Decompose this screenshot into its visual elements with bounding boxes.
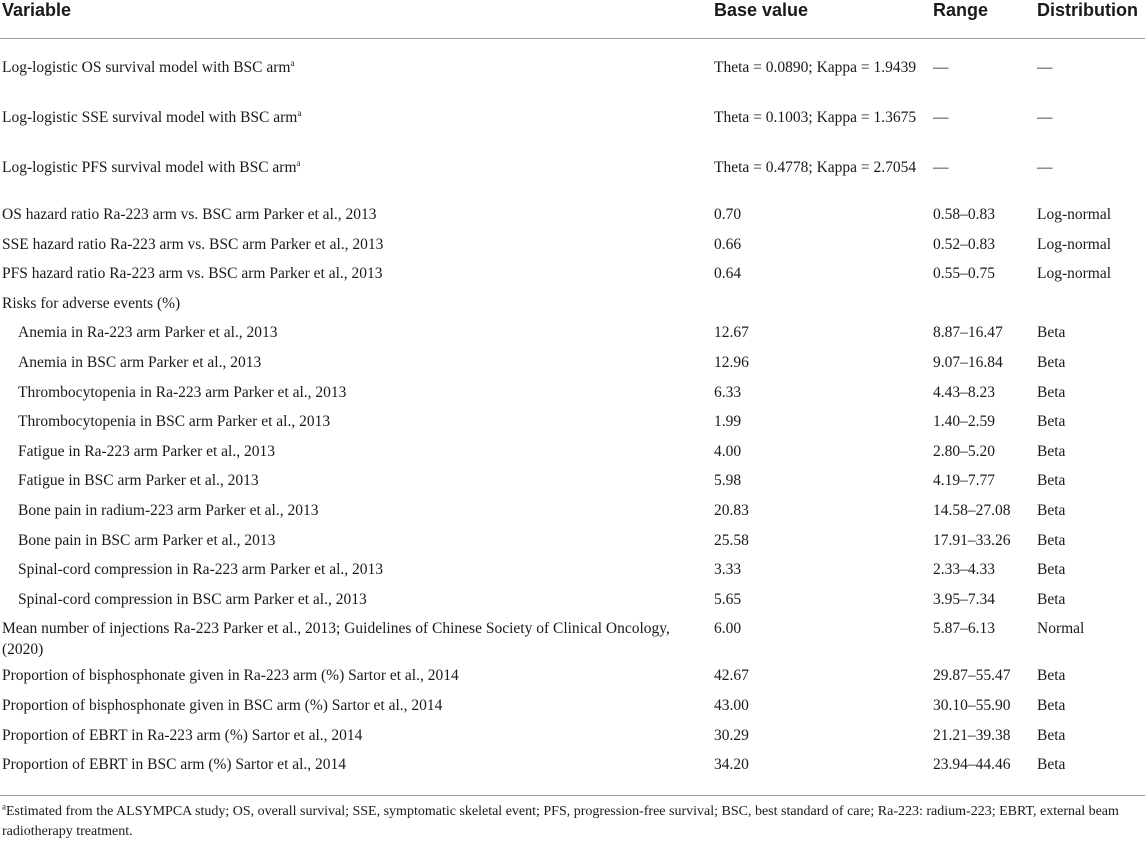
cell-distribution-text: Beta [1037,442,1066,460]
cell-range-text: — [933,159,949,176]
cell-distribution [1035,200,1145,230]
cell-variable-text: Spinal-cord compression in Ra-223 arm Parker et al., 2013 [18,561,384,579]
cell-variable [0,407,712,437]
cell-variable-text: Bone pain in radium-223 arm Parker et al., 2013 [18,501,319,519]
cell-variable-text: Proportion of bisphosphonate given in Ra-223 arm (%) Sartor et al., 2014 [2,667,459,685]
cell-variable [0,496,712,526]
cell-distribution [1035,230,1145,260]
cell-distribution [1035,661,1145,691]
cell-base-value-text: 3.33 [714,561,742,579]
cell-variable [0,150,712,200]
table-row [0,721,1145,751]
cell-range-text: 14.58–27.08 [933,501,1011,519]
table-row [0,289,1145,319]
cell-base-value [712,150,931,200]
cell-distribution-text: Beta [1037,324,1066,342]
cell-variable-text: Log-logistic OS survival model with BSC arm [2,59,291,76]
cell-base-value-text: 20.83 [714,501,749,519]
cell-range-text: — [933,59,949,76]
cell-distribution-text: Beta [1037,472,1066,490]
cell-variable [0,39,712,101]
cell-distribution-text: Beta [1037,756,1066,774]
cell-base-value [712,661,931,691]
cell-base-value [712,289,931,319]
cell-range [931,614,1035,661]
cell-distribution-text: — [1037,59,1053,76]
table-row [0,407,1145,437]
cell-base-value [712,348,931,378]
table-row [0,614,1145,661]
cell-variable [0,721,712,751]
cell-base-value-text: 42.67 [714,667,749,685]
cell-range [931,585,1035,615]
cell-base-value [712,39,931,101]
table-row [0,585,1145,615]
cell-range [931,750,1035,788]
cell-distribution-text: Beta [1037,696,1066,714]
table-row [0,526,1145,556]
cell-range-text: 1.40–2.59 [933,413,995,431]
footnote-rule [0,795,1145,796]
cell-base-value-text: 4.00 [714,442,742,460]
cell-base-value-text: 34.20 [714,756,749,774]
table-row [0,496,1145,526]
cell-base-value [712,526,931,556]
cell-variable [0,691,712,721]
cell-base-value [712,585,931,615]
cell-range-text: 3.95–7.34 [933,590,995,608]
cell-variable [0,555,712,585]
cell-range [931,526,1035,556]
cell-distribution [1035,150,1145,200]
table-footnote [2,802,1142,842]
cell-base-value [712,230,931,260]
cell-distribution-text: Beta [1037,590,1066,608]
cell-range [931,200,1035,230]
cell-distribution [1035,526,1145,556]
cell-base-value [712,555,931,585]
cell-base-value-text: 0.70 [714,206,742,223]
cell-base-value-text: 6.00 [714,620,742,638]
cell-distribution-text: Log-normal [1037,235,1112,253]
cell-distribution [1035,555,1145,585]
cell-base-value [712,200,931,230]
cell-base-value [712,437,931,467]
cell-distribution [1035,614,1145,661]
cell-base-value [712,100,931,150]
table-row [0,318,1145,348]
footnote-marker: a [296,157,301,168]
header-variable: Variable [0,0,712,39]
table-row [0,200,1145,230]
table-row [0,691,1145,721]
cell-variable-text: Fatigue in Ra-223 arm Parker et al., 2013 [18,442,275,460]
cell-variable-text: PFS hazard ratio Ra-223 arm vs. BSC arm Parker et al., 2013 [2,265,383,283]
cell-range-text: 5.87–6.13 [933,620,995,638]
cell-range [931,100,1035,150]
cell-base-value-text: 6.33 [714,383,742,401]
cell-distribution-text: Log-normal [1037,206,1112,223]
cell-range-text: 17.91–33.26 [933,531,1011,549]
cell-distribution-text: Log-normal [1037,265,1112,283]
cell-range-text: 23.94–44.46 [933,756,1011,774]
table-row [0,348,1145,378]
cell-variable [0,100,712,150]
cell-range-text: 29.87–55.47 [933,667,1011,685]
cell-variable-text: Thrombocytopenia in BSC arm Parker et al., 2013 [18,413,331,431]
cell-base-value [712,750,931,788]
table-row [0,259,1145,289]
table-row [0,437,1145,467]
cell-variable [0,614,712,661]
cell-range-text: 2.33–4.33 [933,561,995,579]
cell-range-text: 2.80–5.20 [933,442,995,460]
cell-range [931,691,1035,721]
cell-distribution [1035,721,1145,751]
cell-range [931,466,1035,496]
table-row [0,661,1145,691]
table-row [0,150,1145,200]
cell-distribution [1035,691,1145,721]
table-header-row [0,0,1145,39]
cell-range [931,318,1035,348]
cell-distribution-text: Beta [1037,667,1066,685]
cell-range-text: 0.52–0.83 [933,235,995,253]
cell-variable-text: Mean number of injections Ra-223 Parker et al., 2013; Guidelines of Chinese Society of Clinical Oncology, (2020) [2,620,670,659]
cell-range [931,496,1035,526]
cell-variable-text: Proportion of bisphosphonate given in BSC arm (%) Sartor et al., 2014 [2,696,443,714]
cell-variable-text: Thrombocytopenia in Ra-223 arm Parker et al., 2013 [18,383,347,401]
footnote-marker: a [290,57,295,68]
cell-distribution-text: — [1037,109,1053,126]
cell-variable-text: Bone pain in BSC arm Parker et al., 2013 [18,531,276,549]
cell-base-value [712,259,931,289]
cell-range [931,150,1035,200]
cell-base-value-text: 12.67 [714,324,749,342]
table-row [0,100,1145,150]
cell-distribution [1035,259,1145,289]
cell-variable [0,750,712,788]
cell-variable [0,318,712,348]
table-row [0,230,1145,260]
cell-variable-text: Proportion of EBRT in Ra-223 arm (%) Sartor et al., 2014 [2,726,363,744]
cell-distribution-text: Normal [1037,620,1085,638]
cell-range [931,378,1035,408]
cell-distribution [1035,585,1145,615]
table-body [0,39,1145,788]
cell-distribution-text: Beta [1037,561,1066,579]
header-base-value: Base value [712,0,931,39]
cell-range [931,259,1035,289]
cell-base-value [712,496,931,526]
cell-base-value-text: 25.58 [714,531,749,549]
cell-range-text: 0.55–0.75 [933,265,995,283]
table-row [0,39,1145,101]
cell-distribution-text: Beta [1037,531,1066,549]
cell-distribution [1035,407,1145,437]
cell-variable [0,661,712,691]
table-row [0,555,1145,585]
cell-distribution [1035,496,1145,526]
cell-base-value-text: 43.00 [714,696,749,714]
cell-distribution-text: — [1037,159,1053,176]
cell-range-text: 30.10–55.90 [933,696,1011,714]
cell-range-text: 9.07–16.84 [933,353,1003,371]
cell-base-value-text: Theta = 0.1003; Kappa = 1.3675 [714,109,917,126]
cell-variable-text: Log-logistic SSE survival model with BSC arm [2,109,298,126]
cell-distribution [1035,318,1145,348]
footnote-marker: a [2,801,6,812]
cell-base-value [712,614,931,661]
cell-variable [0,585,712,615]
cell-range-text: 0.58–0.83 [933,206,995,223]
cell-variable [0,466,712,496]
cell-distribution [1035,289,1145,319]
cell-base-value [712,721,931,751]
cell-variable-text: OS hazard ratio Ra-223 arm vs. BSC arm Parker et al., 2013 [2,206,377,223]
cell-range-text: — [933,109,949,126]
cell-distribution [1035,378,1145,408]
cell-range-text: 4.43–8.23 [933,383,995,401]
cell-variable [0,437,712,467]
header-distribution: Distribution [1035,0,1145,39]
cell-distribution-text: Beta [1037,353,1066,371]
cell-variable-text: Anemia in BSC arm Parker et al., 2013 [18,353,262,371]
cell-base-value [712,407,931,437]
cell-range-text: 4.19–7.77 [933,472,995,490]
cell-distribution [1035,750,1145,788]
cell-variable-text: Anemia in Ra-223 arm Parker et al., 2013 [18,324,278,342]
footnote-text: Estimated from the ALSYMPCA study; OS, overall survival; SSE, symptomatic skeletal event; PFS, progression-free survival; BSC, best standard of care; Ra-223: radium-223; EBRT, external beam radiotherapy treatment. [2,804,1119,839]
cell-variable [0,259,712,289]
cell-base-value-text: 0.66 [714,235,742,253]
cell-range [931,721,1035,751]
cell-base-value-text: 5.98 [714,472,742,490]
cell-distribution-text: Beta [1037,383,1066,401]
cell-base-value-text: 12.96 [714,353,749,371]
cell-range [931,661,1035,691]
cell-base-value-text: Theta = 0.4778; Kappa = 2.7054 [714,159,917,176]
cell-variable [0,230,712,260]
cell-base-value [712,378,931,408]
cell-distribution-text: Beta [1037,413,1066,431]
cell-variable [0,200,712,230]
table-row [0,378,1145,408]
cell-distribution-text: Beta [1037,726,1066,744]
cell-range [931,407,1035,437]
header-range: Range [931,0,1035,39]
cell-base-value-text: Theta = 0.0890; Kappa = 1.9439 [714,59,917,76]
cell-distribution [1035,100,1145,150]
cell-base-value [712,691,931,721]
cell-range-text: 21.21–39.38 [933,726,1011,744]
cell-distribution-text: Beta [1037,501,1066,519]
cell-distribution [1035,437,1145,467]
cell-range [931,230,1035,260]
table-row [0,750,1145,788]
cell-distribution [1035,348,1145,378]
cell-variable-text: Fatigue in BSC arm Parker et al., 2013 [18,472,259,490]
cell-base-value [712,318,931,348]
cell-variable-text: Log-logistic PFS survival model with BSC arm [2,159,297,176]
cell-range [931,348,1035,378]
table-row [0,466,1145,496]
cell-base-value [712,466,931,496]
cell-base-value-text: 30.29 [714,726,749,744]
cell-distribution [1035,39,1145,101]
cell-variable-text: Risks for adverse events (%) [2,294,181,312]
cell-variable [0,348,712,378]
cell-variable [0,526,712,556]
cell-range [931,39,1035,101]
cell-variable-text: Proportion of EBRT in BSC arm (%) Sartor et al., 2014 [2,756,347,774]
cell-variable [0,289,712,319]
cell-variable [0,378,712,408]
cell-range [931,555,1035,585]
cell-base-value-text: 1.99 [714,413,742,431]
cell-distribution [1035,466,1145,496]
cell-variable-text: SSE hazard ratio Ra-223 arm vs. BSC arm Parker et al., 2013 [2,235,384,253]
footnote-marker: a [297,107,302,118]
cell-range [931,437,1035,467]
cell-variable-text: Spinal-cord compression in BSC arm Parker et al., 2013 [18,590,367,608]
cell-base-value-text: 5.65 [714,590,742,608]
cell-range [931,289,1035,319]
cell-base-value-text: 0.64 [714,265,742,283]
cell-range-text: 8.87–16.47 [933,324,1003,342]
